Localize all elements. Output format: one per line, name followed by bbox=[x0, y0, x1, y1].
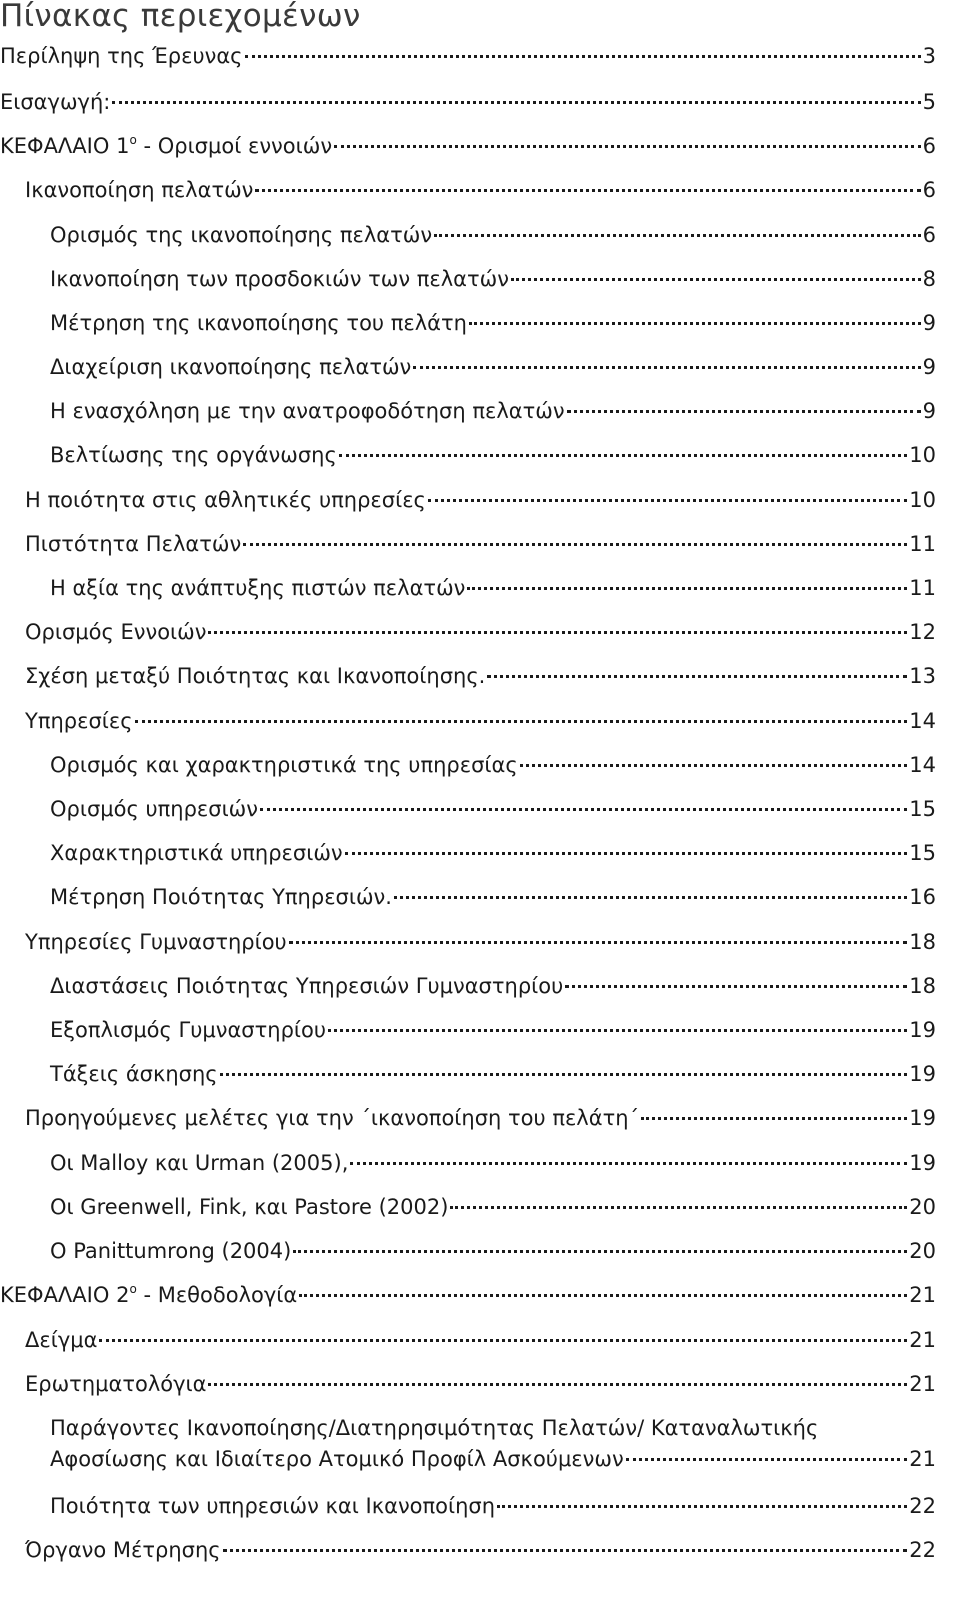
toc-entry-text: Βελτίωσης της οργάνωσης bbox=[50, 443, 337, 467]
toc-entry-page: 18 bbox=[909, 974, 936, 998]
toc-entry-page: 15 bbox=[909, 797, 936, 821]
dot-leader bbox=[641, 1117, 907, 1120]
toc-entry-page: 14 bbox=[909, 753, 936, 777]
dot-leader bbox=[289, 941, 908, 944]
toc-entry-text: Ορισμός υπηρεσιών bbox=[50, 797, 259, 821]
ordinal-superscript: ο bbox=[129, 133, 137, 147]
toc-entry-page: 22 bbox=[909, 1538, 936, 1562]
dot-leader bbox=[487, 675, 907, 678]
toc-entry-page: 3 bbox=[922, 44, 936, 68]
toc-entry-text: Περίληψη της Έρευνας bbox=[0, 44, 243, 68]
toc-entry-text: Ο Panittumrong (2004) bbox=[50, 1239, 292, 1263]
toc-entry-text: Η ποιότητα στις αθλητικές υπηρεσίες bbox=[25, 488, 426, 512]
dot-leader bbox=[260, 808, 907, 811]
chapter-label: ΚΕΦΑΛΑΙΟ 2 bbox=[0, 1283, 130, 1307]
toc-entry-page: 5 bbox=[922, 90, 936, 114]
dot-leader bbox=[339, 454, 907, 457]
toc-entry-page: 19 bbox=[909, 1062, 936, 1086]
toc-entry[interactable] bbox=[25, 176, 936, 204]
toc-entry[interactable] bbox=[50, 1149, 936, 1177]
toc-entry-page: 19 bbox=[909, 1106, 936, 1130]
toc-entry[interactable] bbox=[50, 1016, 936, 1044]
toc-entry[interactable] bbox=[25, 1370, 936, 1398]
toc-entry-text: Ερωτηματολόγια bbox=[25, 1372, 207, 1396]
toc-entry-page: 14 bbox=[909, 709, 936, 733]
toc-entry-page: 10 bbox=[909, 488, 936, 512]
toc-entry[interactable] bbox=[50, 1193, 936, 1221]
dot-leader bbox=[450, 1206, 907, 1209]
chapter-subtitle: - Ορισμοί εννοιών bbox=[136, 134, 333, 158]
toc-entry[interactable] bbox=[50, 221, 936, 249]
dot-leader bbox=[350, 1162, 907, 1165]
dot-leader bbox=[243, 543, 907, 546]
dot-leader bbox=[567, 410, 921, 413]
toc-entry-page: 6 bbox=[922, 223, 936, 247]
toc-entry[interactable] bbox=[50, 574, 936, 602]
toc-entry[interactable] bbox=[50, 883, 936, 911]
toc-entry-text bbox=[0, 1281, 297, 1309]
toc-entry-page: 11 bbox=[909, 576, 936, 600]
toc-entry-text: Εξοπλισμός Γυμναστηρίου bbox=[50, 1018, 327, 1042]
dot-leader bbox=[328, 1029, 907, 1032]
toc-entry-page: 6 bbox=[922, 134, 936, 158]
dot-leader bbox=[520, 764, 908, 767]
toc-entry-text: Σχέση μεταξύ Ποιότητας και Ικανοποίησης. bbox=[25, 664, 486, 688]
toc-entry-text: Χαρακτηριστικά υπηρεσιών bbox=[50, 841, 343, 865]
dot-leader bbox=[208, 631, 907, 634]
toc-entry-text: Διαστάσεις Ποιότητας Υπηρεσιών Γυμναστηρίου bbox=[50, 974, 564, 998]
toc-entry-text: Δείγμα bbox=[25, 1328, 98, 1352]
toc-entry[interactable] bbox=[50, 839, 936, 867]
ordinal-superscript: ο bbox=[129, 1282, 137, 1296]
toc-entry[interactable] bbox=[50, 309, 936, 337]
toc-entry-page: 21 bbox=[909, 1372, 936, 1396]
toc-entry-text: Οι Greenwell, Fink, και Pastore (2002) bbox=[50, 1195, 449, 1219]
dot-leader bbox=[469, 322, 921, 325]
dot-leader bbox=[99, 1339, 907, 1342]
dot-leader bbox=[626, 1458, 908, 1461]
toc-entry[interactable] bbox=[25, 1536, 936, 1564]
dot-leader bbox=[245, 55, 921, 58]
toc-entry-text: Υπηρεσίες bbox=[25, 709, 133, 733]
dot-leader bbox=[394, 896, 907, 899]
toc-entry-text: Υπηρεσίες Γυμναστηρίου bbox=[25, 930, 287, 954]
toc-entry-text: Πιστότητα Πελατών bbox=[25, 532, 242, 556]
toc-entry[interactable] bbox=[50, 353, 936, 381]
toc-entry-page: 13 bbox=[909, 664, 936, 688]
toc-entry-text: Προηγούμενες μελέτες για την ΄ικανοποίηση του πελάτη΄ bbox=[25, 1106, 640, 1130]
toc-entry[interactable] bbox=[25, 707, 936, 735]
dot-leader bbox=[220, 1073, 908, 1076]
toc-entry-page: 6 bbox=[922, 178, 936, 202]
toc-entry[interactable] bbox=[50, 1492, 936, 1520]
toc-entry[interactable] bbox=[25, 1104, 936, 1132]
toc-entry-page: 16 bbox=[909, 885, 936, 909]
toc-entry[interactable] bbox=[25, 662, 936, 690]
dot-leader bbox=[511, 278, 921, 281]
toc-entry-text: Μέτρηση Ποιότητας Υπηρεσιών. bbox=[50, 885, 392, 909]
toc-entry[interactable] bbox=[0, 88, 936, 116]
toc-entry-text: Μέτρηση της ικανοποίησης του πελάτη bbox=[50, 311, 467, 335]
toc-entry-text-line1: Παράγοντες Ικανοποίησης/Διατηρησιμότητας Πελατών/ Καταναλωτικής bbox=[50, 1416, 819, 1440]
toc-entry-text: Ορισμός και χαρακτηριστικά της υπηρεσίας bbox=[50, 753, 518, 777]
toc-entry[interactable] bbox=[25, 618, 936, 646]
toc-entry-page: 21 bbox=[909, 1447, 936, 1471]
toc-entry[interactable] bbox=[25, 530, 936, 558]
toc-entry-page: 21 bbox=[909, 1283, 936, 1307]
toc-entry-text: Η αξία της ανάπτυξης πιστών πελατών bbox=[50, 576, 466, 600]
toc-entry-text: Ποιότητα των υπηρεσιών και Ικανοποίηση bbox=[50, 1494, 496, 1518]
dot-leader bbox=[208, 1383, 907, 1386]
toc-entry-text: Ικανοποίηση των προσδοκιών των πελατών bbox=[50, 267, 509, 291]
toc-entry[interactable] bbox=[25, 486, 936, 514]
toc-entry[interactable] bbox=[50, 265, 936, 293]
toc-title: Πίνακας περιεχομένων bbox=[0, 0, 361, 34]
toc-entry-text: Ορισμός Εννοιών bbox=[25, 620, 207, 644]
dot-leader bbox=[299, 1294, 907, 1297]
chapter-label: ΚΕΦΑΛΑΙΟ 1 bbox=[0, 134, 130, 158]
toc-entry-page: 18 bbox=[909, 930, 936, 954]
toc-entry[interactable] bbox=[0, 1281, 936, 1309]
toc-entry[interactable] bbox=[50, 795, 936, 823]
toc-entry-page: 15 bbox=[909, 841, 936, 865]
dot-leader bbox=[255, 189, 920, 192]
toc-entry-text: Ικανοποίηση πελατών bbox=[25, 178, 254, 202]
dot-leader bbox=[223, 1549, 908, 1552]
toc-entry-page: 20 bbox=[909, 1239, 936, 1263]
toc-entry-page: 12 bbox=[909, 620, 936, 644]
toc-entry-page: 11 bbox=[909, 532, 936, 556]
dot-leader bbox=[135, 720, 908, 723]
toc-entry-page: 21 bbox=[909, 1328, 936, 1352]
toc-entry-page: 22 bbox=[909, 1494, 936, 1518]
toc-entry[interactable] bbox=[0, 132, 936, 160]
dot-leader bbox=[434, 234, 921, 237]
dot-leader bbox=[428, 499, 907, 502]
toc-entry[interactable] bbox=[50, 972, 936, 1000]
toc-entry-text: Εισαγωγή: bbox=[0, 90, 111, 114]
toc-entry[interactable] bbox=[25, 928, 936, 956]
toc-entry[interactable] bbox=[50, 751, 936, 779]
toc-entry-text: Οι Malloy και Urman (2005), bbox=[50, 1151, 349, 1175]
dot-leader bbox=[345, 852, 908, 855]
toc-entry-page: 20 bbox=[909, 1195, 936, 1219]
dot-leader bbox=[413, 366, 920, 369]
toc-entry[interactable] bbox=[50, 397, 936, 425]
toc-entry[interactable] bbox=[50, 441, 936, 469]
dot-leader bbox=[497, 1505, 907, 1508]
toc-entry[interactable] bbox=[50, 1237, 936, 1265]
toc-entry-text: Η ενασχόληση με την ανατροφοδότηση πελατών bbox=[50, 399, 565, 423]
toc-entry-page: 9 bbox=[922, 355, 936, 379]
toc-entry-text: Τάξεις άσκησης bbox=[50, 1062, 218, 1086]
toc-entry-page: 10 bbox=[909, 443, 936, 467]
toc-entry-page: 9 bbox=[922, 399, 936, 423]
dot-leader bbox=[467, 587, 907, 590]
toc-entry-text: Διαχείριση ικανοποίησης πελατών bbox=[50, 355, 412, 379]
dot-leader bbox=[334, 145, 921, 148]
toc-entry-text: Ορισμός της ικανοποίησης πελατών bbox=[50, 223, 433, 247]
toc-entry-text bbox=[0, 132, 332, 160]
dot-leader bbox=[112, 101, 920, 104]
toc-entry-page: 9 bbox=[922, 311, 936, 335]
toc-entry[interactable] bbox=[25, 1326, 936, 1354]
toc-entry-page: 8 bbox=[922, 267, 936, 291]
toc-entry-text-line2: Αφοσίωσης και Ιδιαίτερο Ατομικό Προφίλ Ασκούμενων bbox=[50, 1447, 624, 1471]
toc-entry-text: Όργανο Μέτρησης bbox=[25, 1538, 221, 1562]
toc-entry-multiline[interactable] bbox=[50, 1414, 936, 1476]
toc-entry[interactable] bbox=[0, 42, 936, 70]
dot-leader bbox=[293, 1250, 907, 1253]
dot-leader bbox=[565, 985, 907, 988]
toc-entry-page: 19 bbox=[909, 1151, 936, 1175]
toc-entry[interactable] bbox=[50, 1060, 936, 1088]
chapter-subtitle: - Μεθοδολογία bbox=[136, 1283, 298, 1307]
toc-entry-page: 19 bbox=[909, 1018, 936, 1042]
